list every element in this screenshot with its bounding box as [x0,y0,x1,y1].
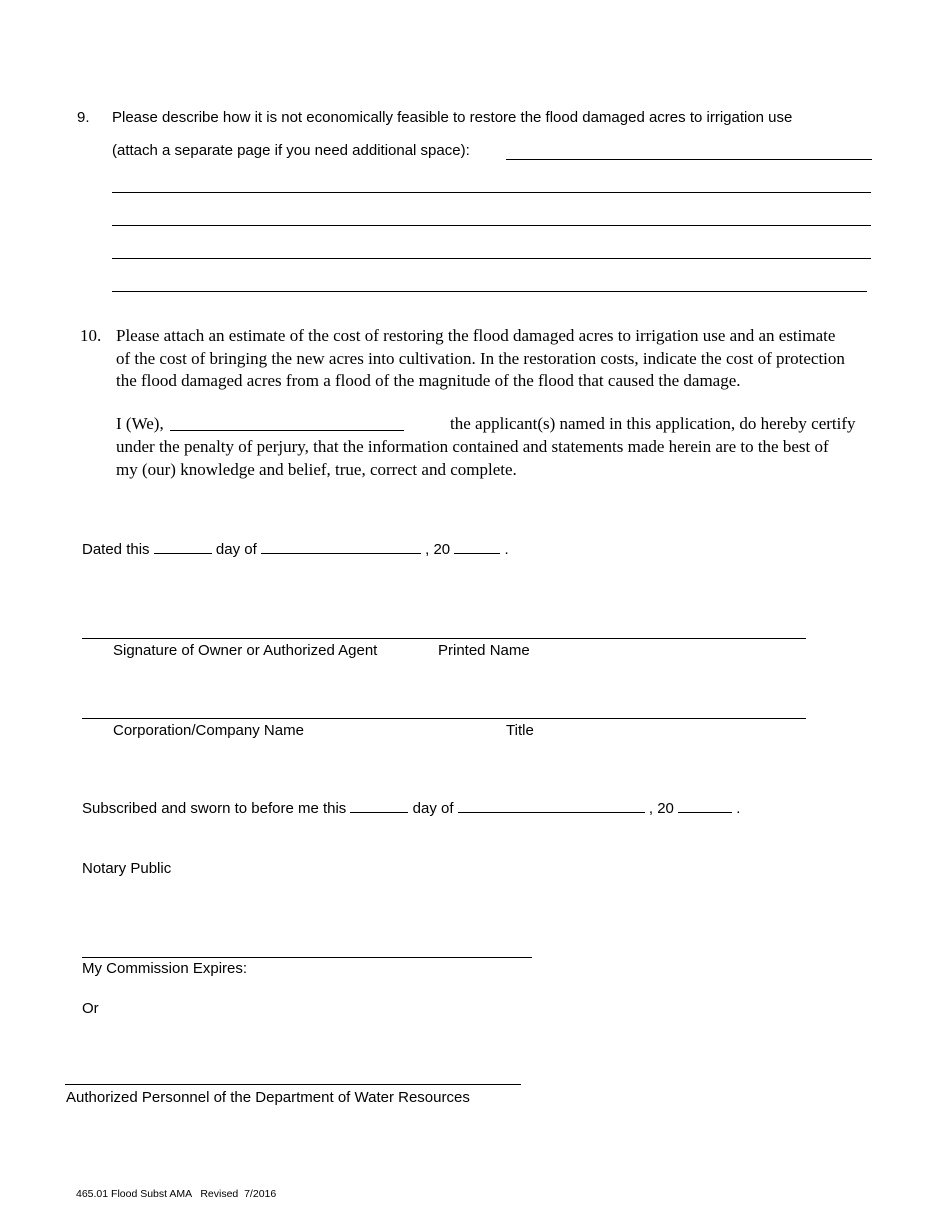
dated-row [82,541,509,558]
notary-public-label: Notary Public [82,860,172,877]
dated-day-of: day of [215,541,257,558]
dated-prefix: Dated this [82,541,150,558]
owner-signature-line[interactable] [82,638,806,639]
dated-year-field[interactable] [454,552,500,554]
dated-year-prefix: , 20 [425,541,451,558]
sworn-year-field[interactable] [678,811,732,813]
company-name-label: Corporation/Company Name [113,722,304,739]
dwr-personnel-label: Authorized Personnel of the Department of Water Resources [66,1089,470,1106]
cert-line2: under the penalty of perjury, that the information contained and statements made herein are to the best of [116,437,829,456]
sworn-prefix: Subscribed and sworn to before me this [82,800,347,817]
q9-text-line2: (attach a separate page if you need additional space): [112,142,470,159]
q10-para-line2: of the cost of bringing the new acres into cultivation. In the restoration costs, indicate the cost of protection [116,348,845,368]
dated-day-field[interactable] [154,552,212,554]
commission-expires-label: My Commission Expires: [82,960,248,977]
dwr-signature-line[interactable] [65,1084,521,1085]
cert-prefix: I (We), [116,414,164,433]
q9-answer-line-2[interactable] [112,192,871,193]
sworn-month-field[interactable] [458,811,645,813]
dated-month-field[interactable] [261,552,421,554]
q9-answer-line-4[interactable] [112,258,871,259]
title-label: Title [506,722,534,739]
printed-name-label: Printed Name [438,642,530,659]
applicant-name-line[interactable] [170,430,404,431]
sworn-day-field[interactable] [350,811,408,813]
form-id-footer: 465.01 Flood Subst AMA Revised 7/2016 [76,1188,277,1200]
dated-end: . [504,541,509,558]
q10-paragraph [116,325,845,393]
sworn-year-prefix: , 20 [648,800,674,817]
q9-answer-line-5[interactable] [112,291,867,292]
q9-number: 9. [77,109,90,126]
cert-line3: my (our) knowledge and belief, true, correct and complete. [116,460,517,479]
company-title-line[interactable] [82,718,806,719]
q10-para-line1: Please attach an estimate of the cost of restoring the flood damaged acres to irrigation use and an estimate [116,326,836,345]
q9-answer-line-1[interactable] [506,159,872,160]
sworn-day-of: day of [412,800,454,817]
q10-para-line3: the flood damaged acres from a flood of the magnitude of the flood that caused the damage. [116,371,741,390]
sworn-row [82,800,740,817]
owner-signature-label: Signature of Owner or Authorized Agent [113,642,378,659]
notary-signature-line[interactable] [82,957,532,958]
cert-line1-rest: the applicant(s) named in this application, do hereby certify [450,414,856,433]
q9-text-line1: Please describe how it is not economically feasible to restore the flood damaged acres to irrigation use [112,109,793,126]
q9-answer-line-3[interactable] [112,225,871,226]
sworn-end: . [736,800,741,817]
q10-number: 10. [80,326,102,345]
or-label: Or [82,1000,99,1017]
